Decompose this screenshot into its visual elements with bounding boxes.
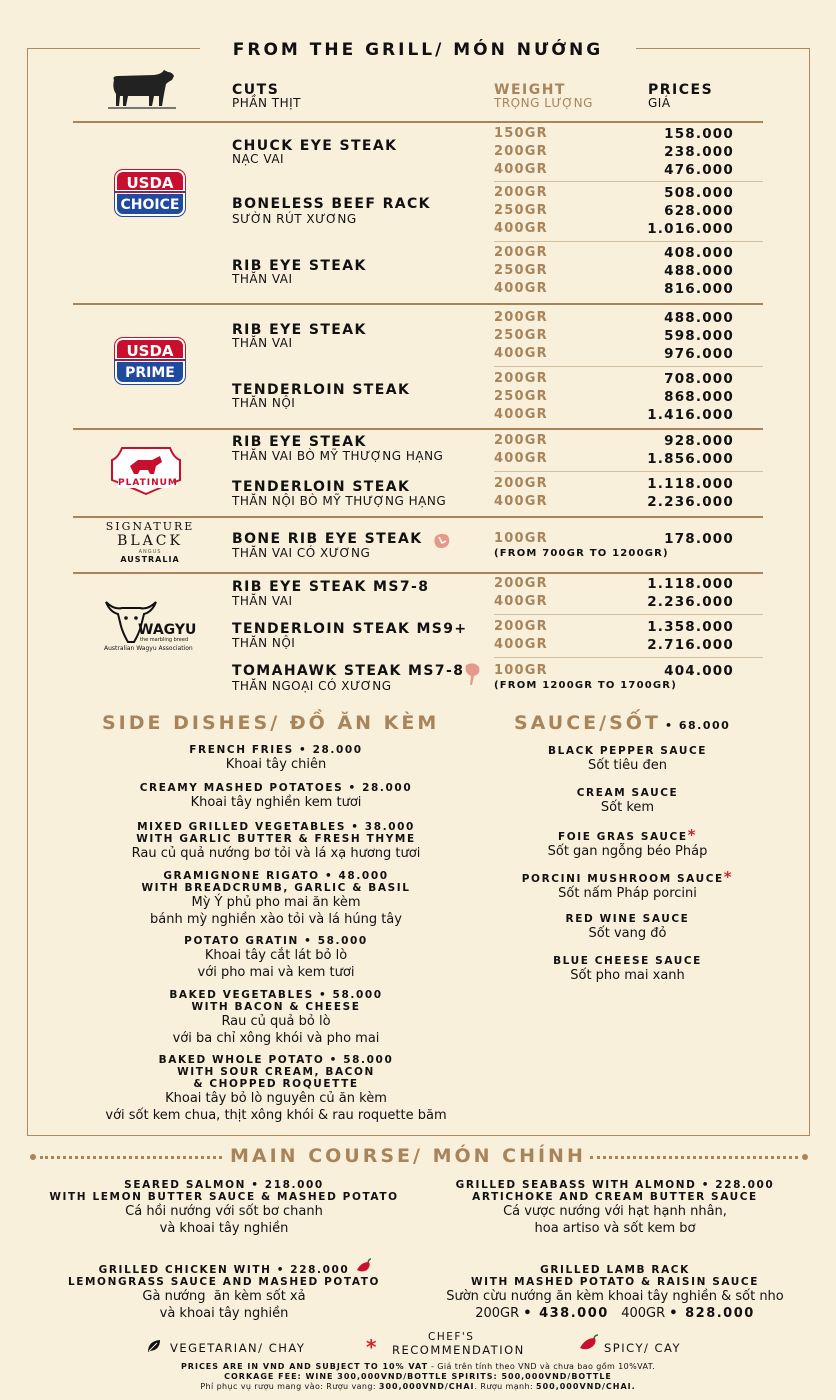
item-weights: 100GR: [494, 531, 548, 546]
sauce-item: FOIE GRAS SAUCE* Sốt gan ngỗng béo Pháp: [547, 826, 708, 859]
item-note: (FROM 700GR TO 1200GR): [494, 548, 669, 559]
item-vi: THĂN NỘI: [232, 636, 296, 650]
divider: [494, 241, 763, 242]
item-weights: 200GR 250GR 400GR: [494, 371, 548, 422]
header-cuts-vi: PHẦN THỊT: [232, 96, 301, 110]
side-item: MIXED GRILLED VEGETABLES • 38.000 WITH GARLIC BUTTER & FRESH THYME Rau củ quả nướng bơ tỏi và lá xạ hương tươi: [131, 821, 421, 861]
footer-corkage: CORKAGE FEE: WINE 300,000VND/BOTTLE SPIRITS: 500,000VND/BOTTLE: [224, 1372, 612, 1381]
item-name: RIB EYE STEAK: [232, 434, 367, 450]
side-item: CREAMY MASHED POTATOES • 28.000 Khoai tây nghiền kem tươi: [139, 782, 413, 810]
divider: [73, 303, 763, 305]
item-weights: 200GR 250GR 400GR: [494, 310, 548, 361]
legend-spicy: SPICY/ CAY: [604, 1341, 682, 1355]
chef-star-icon: *: [687, 826, 698, 844]
item-vi: THĂN VAI: [232, 594, 293, 608]
tbone-steak-icon: [432, 531, 452, 551]
item-vi: NẠC VAI: [232, 152, 285, 166]
grill-title: FROM THE GRILL/ MÓN NƯỚNG: [232, 40, 604, 60]
item-name: TENDERLOIN STEAK MS9+: [232, 621, 468, 637]
item-name: BONELESS BEEF RACK: [232, 196, 431, 212]
sauce-item: BLUE CHEESE SAUCE Sốt pho mai xanh: [553, 955, 702, 983]
item-name: RIB EYE STEAK: [232, 258, 367, 274]
chef-star-icon: *: [723, 868, 734, 886]
item-prices: 178.000: [664, 531, 734, 547]
divider: [494, 181, 763, 182]
item-name: RIB EYE STEAK MS7-8: [232, 579, 430, 595]
item-name: TENDERLOIN STEAK: [232, 479, 411, 495]
legend-chef-b: RECOMMENDATION: [392, 1343, 525, 1357]
item-vi: THĂN VAI CÓ XƯƠNG: [232, 546, 371, 560]
item-prices: 928.000 1.856.000: [647, 433, 734, 467]
item-weights: 200GR 400GR: [494, 619, 548, 652]
divider: [73, 516, 763, 518]
item-prices: 408.000 488.000 816.000: [664, 245, 734, 297]
dot-ornament: [30, 1154, 36, 1160]
leaf-icon: [146, 1338, 162, 1354]
header-prices-vi: GIÁ: [648, 96, 671, 110]
usda-choice-badge: USDA CHOICE: [115, 170, 185, 222]
chef-star-icon: *: [366, 1335, 377, 1359]
item-vi: THĂN NGOẠI CÓ XƯƠNG: [232, 679, 392, 693]
item-vi: THĂN NỘI BÒ MỸ THƯỢNG HẠNG: [232, 494, 447, 508]
side-item: GRAMIGNONE RIGATO • 48.000 WITH BREADCRUMB, GARLIC & BASIL Mỳ Ý phủ pho mai ăn kèm bánh mỳ nghiền xào tỏi và lá húng tây: [141, 870, 411, 927]
side-dishes-title: SIDE DISHES/ ĐỒ ĂN KÈM: [102, 712, 440, 734]
item-prices: 1.358.000 2.716.000: [647, 619, 734, 653]
cow-icon: [108, 66, 176, 112]
item-prices: 1.118.000 2.236.000: [647, 576, 734, 610]
item-prices: 1.118.000 2.236.000: [647, 476, 734, 510]
header-weight: WEIGHT: [494, 82, 566, 98]
wagyu-label: WAGYU: [138, 622, 197, 638]
item-prices: 708.000 868.000 1.416.000: [647, 371, 734, 423]
item-name: BONE RIB EYE STEAK: [232, 531, 423, 547]
chili-icon: [578, 1334, 600, 1352]
item-weights: 200GR 400GR: [494, 433, 548, 466]
item-vi: THĂN VAI BÒ MỸ THƯỢNG HẠNG: [232, 449, 444, 463]
sauce-title: SAUCE/SỐT: [514, 712, 661, 734]
divider: [494, 657, 763, 658]
item-name: RIB EYE STEAK: [232, 322, 367, 338]
footer-corkage-vi: Phí phục vụ rượu mang vào: Rượu vang: 300,000VND/CHAI. Rượu mạnh: 500,000VND/CHAI.: [200, 1382, 636, 1391]
side-item: FRENCH FRIES • 28.000 Khoai tây chiên: [189, 744, 363, 772]
divider: [73, 572, 763, 574]
header-prices: PRICES: [648, 82, 714, 98]
side-item: BAKED WHOLE POTATO • 58.000 WITH SOUR CREAM, BACON & CHOPPED ROQUETTE Khoai tây bỏ lò nguyên củ ăn kèm với sốt kem chua, thịt xông khói & rau roquette băm: [105, 1054, 447, 1123]
item-weights: 200GR 400GR: [494, 476, 548, 509]
item-vi: THĂN VAI: [232, 336, 293, 350]
item-name: TENDERLOIN STEAK: [232, 382, 411, 398]
item-weights: 200GR 250GR 400GR: [494, 185, 548, 236]
signature-black-logo: SIGNATURE BLACK ANGUS AUSTRALIA: [105, 520, 195, 564]
divider: [494, 471, 763, 472]
dotted-line: [590, 1156, 798, 1160]
legend-chef-a: CHEF'S: [428, 1331, 475, 1343]
side-item: BAKED VEGETABLES • 58.000 WITH BACON & CHEESE Rau củ quả bỏ lò với ba chỉ xông khói và pho mai: [169, 989, 383, 1046]
sauce-item: PORCINI MUSHROOM SAUCE* Sốt nấm Pháp porcini: [521, 868, 734, 901]
item-weights: 150GR 200GR 400GR: [494, 126, 548, 177]
sauce-item: CREAM SAUCE Sốt kem: [576, 787, 679, 815]
platinum-label: PLATINUM: [118, 478, 178, 488]
item-prices: 488.000 598.000 976.000: [664, 310, 734, 362]
main-course-title: MAIN COURSE/ MÓN CHÍNH: [230, 1145, 586, 1167]
legend-vegetarian: VEGETARIAN/ CHAY: [170, 1341, 306, 1355]
dotted-line: [40, 1156, 222, 1160]
item-vi: THĂN NỘI: [232, 396, 296, 410]
header-weight-vi: TRỌNG LƯỢNG: [494, 96, 593, 110]
platinum-shield-icon: [108, 444, 184, 496]
header-cuts: CUTS: [232, 82, 280, 98]
item-note: (FROM 1200GR TO 1700GR): [494, 680, 677, 691]
item-prices: 404.000: [664, 663, 734, 679]
item-weights: 200GR 400GR: [494, 576, 548, 609]
item-vi: THĂN VAI: [232, 272, 293, 286]
item-name: TOMAHAWK STEAK MS7-8: [232, 663, 465, 679]
item-prices: 508.000 628.000 1.016.000: [647, 185, 734, 237]
divider: [73, 428, 763, 430]
usda-prime-badge: USDA PRIME: [115, 338, 185, 390]
sauce-item: RED WINE SAUCE Sốt vang đỏ: [565, 913, 690, 941]
item-weights: 100GR: [494, 663, 548, 678]
sauce-price: • 68.000: [665, 719, 731, 732]
footer-vat: PRICES ARE IN VND AND SUBJECT TO 10% VAT - Giá trên tính theo VND và chưa bao gồm 10%VAT.: [180, 1362, 656, 1371]
dot-ornament: [802, 1154, 808, 1160]
item-prices: 158.000 238.000 476.000: [664, 126, 734, 178]
wagyu-tag: the marbling breed: [140, 637, 189, 643]
tomahawk-steak-icon: [462, 661, 482, 687]
item-vi: SƯỜN RÚT XƯƠNG: [232, 212, 357, 226]
sauce-item: BLACK PEPPER SAUCE Sốt tiêu đen: [547, 745, 708, 773]
divider: [494, 366, 763, 367]
divider: [494, 614, 763, 615]
item-weights: 200GR 250GR 400GR: [494, 245, 548, 296]
divider: [73, 121, 763, 123]
wagyu-assoc: Australian Wagyu Association: [104, 645, 193, 652]
item-name: CHUCK EYE STEAK: [232, 138, 398, 154]
side-item: POTATO GRATIN • 58.000 Khoai tây cắt lát bỏ lò với pho mai và kem tươi: [184, 935, 368, 980]
chili-icon: [355, 1258, 373, 1274]
